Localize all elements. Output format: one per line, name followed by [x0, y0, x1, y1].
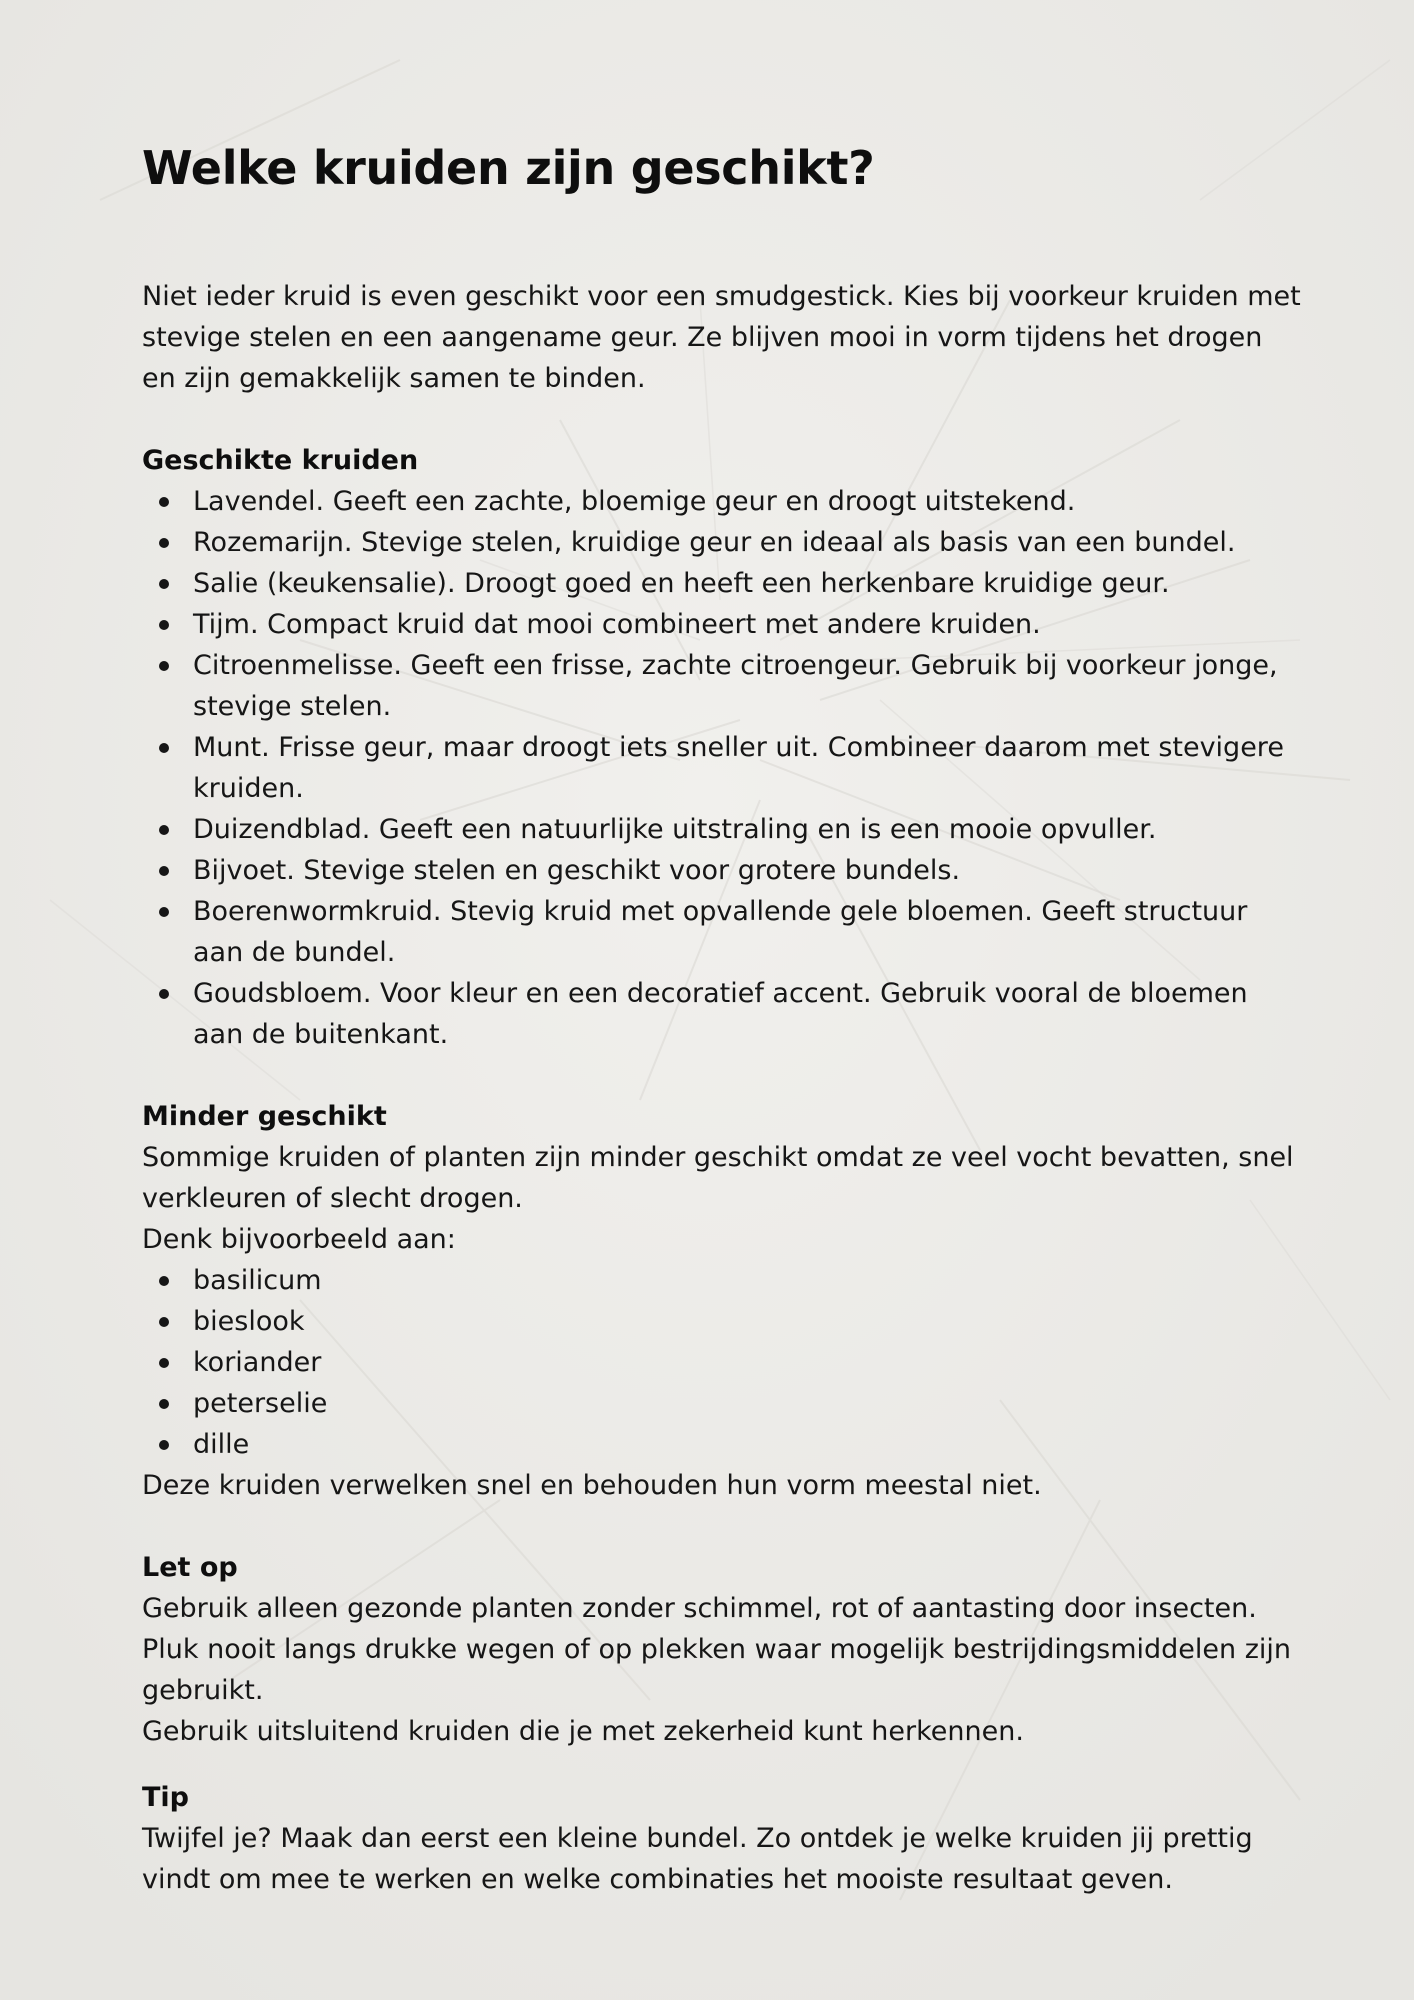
document-content	[142, 276, 1302, 1900]
list-item: Rozemarijn. Stevige stelen, kruidige geur en ideaal als basis van een bundel.	[142, 522, 1302, 563]
tip-heading: Tip	[142, 1782, 189, 1813]
list-item: Goudsbloem. Voor kleur en een decoratief accent. Gebruik vooral de bloemen aan de buitenkant.	[142, 973, 1302, 1055]
list-item: dille	[142, 1424, 1302, 1465]
list-item: Munt. Frisse geur, maar droogt iets sneller uit. Combineer daarom met stevigere kruiden.	[142, 727, 1302, 809]
caution-heading: Let op	[142, 1552, 238, 1583]
suitable-herbs-list	[142, 481, 1302, 1055]
list-item: peterselie	[142, 1383, 1302, 1424]
list-item: Salie (keukensalie). Droogt goed en heeft een herkenbare kruidige geur.	[142, 563, 1302, 604]
list-item: Citroenmelisse. Geeft een frisse, zachte citroengeur. Gebruik bij voorkeur jonge, stevige stelen.	[142, 645, 1302, 727]
list-item: bieslook	[142, 1301, 1302, 1342]
suitable-heading: Geschikte kruiden	[142, 445, 419, 476]
list-item: koriander	[142, 1342, 1302, 1383]
list-item: Tijm. Compact kruid dat mooi combineert met andere kruiden.	[142, 604, 1302, 645]
list-item: basilicum	[142, 1260, 1302, 1301]
caution-text: Gebruik alleen gezonde planten zonder schimmel, rot of aantasting door insecten. Pluk nooit langs drukke wegen of op plekken waar mogelijk bestrijdingsmiddelen zijn gebruikt.	[142, 1593, 1291, 1706]
list-item: Duizendblad. Geeft een natuurlijke uitstraling en is een mooie opvuller.	[142, 809, 1302, 850]
page-title: Welke kruiden zijn geschikt?	[142, 141, 875, 195]
intro-paragraph: Niet ieder kruid is even geschikt voor een smudgestick. Kies bij voorkeur kruiden met stevige stelen en een aangename geur. Ze blijven mooi in vorm tijdens het drogen en zijn gemakkelijk samen te binden.	[142, 281, 1301, 394]
list-item: Boerenwormkruid. Stevig kruid met opvallende gele bloemen. Geeft structuur aan de bundel.	[142, 891, 1302, 973]
caution-text-2: Gebruik uitsluitend kruiden die je met zekerheid kunt herkennen.	[142, 1716, 1024, 1747]
less-suitable-heading: Minder geschikt	[142, 1101, 387, 1132]
list-item: Bijvoet. Stevige stelen en geschikt voor grotere bundels.	[142, 850, 1302, 891]
less-suitable-lead: Denk bijvoorbeeld aan:	[142, 1224, 456, 1255]
tip-text: Twijfel je? Maak dan eerst een kleine bundel. Zo ontdek je welke kruiden jij prettig vindt om mee te werken en welke combinaties het mooiste resultaat geven.	[142, 1823, 1253, 1895]
less-suitable-after: Deze kruiden verwelken snel en behouden hun vorm meestal niet.	[142, 1470, 1042, 1501]
less-suitable-text: Sommige kruiden of planten zijn minder geschikt omdat ze veel vocht bevatten, snel verkleuren of slecht drogen.	[142, 1142, 1294, 1214]
less-suitable-list	[142, 1260, 1302, 1465]
list-item: Lavendel. Geeft een zachte, bloemige geur en droogt uitstekend.	[142, 481, 1302, 522]
